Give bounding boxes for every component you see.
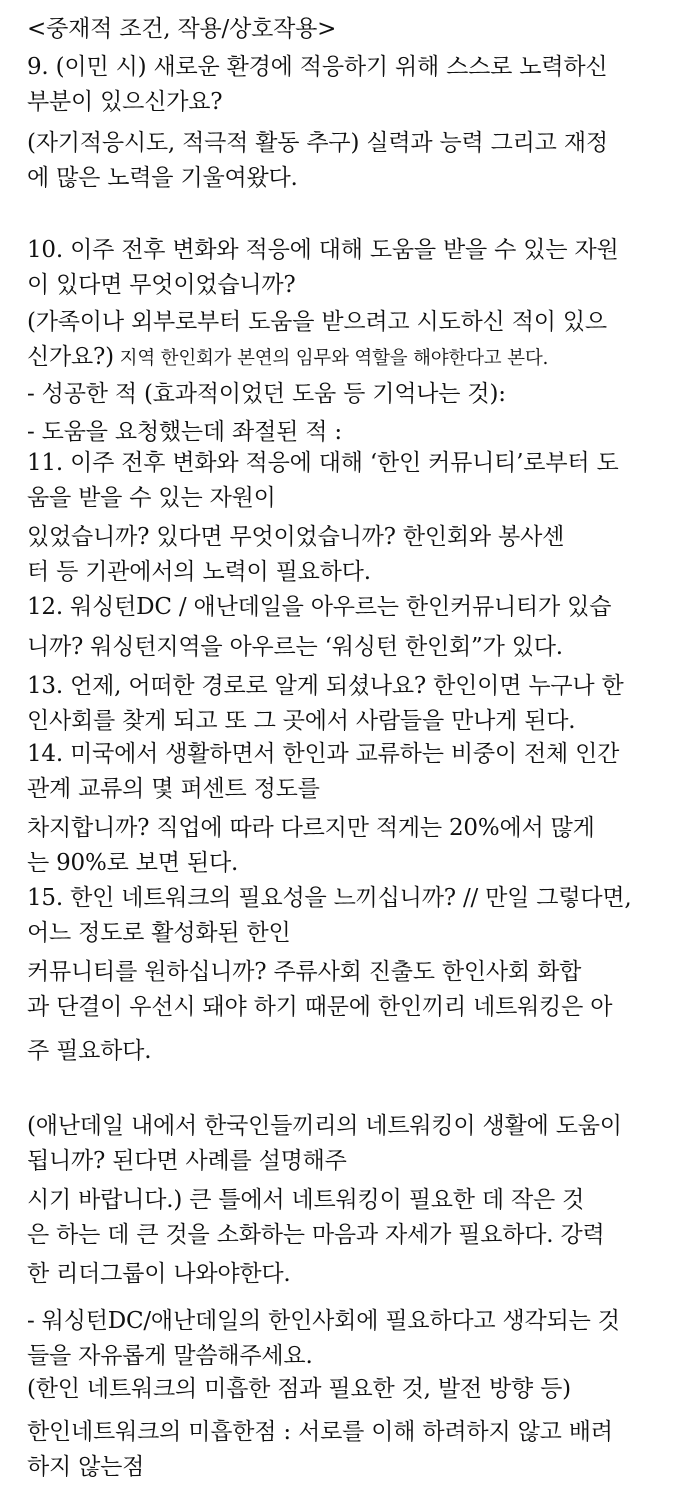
text-line: 시기 바랍니다.) 큰 틀에서 네트워킹이 필요한 데 작은 것: [27, 1187, 585, 1213]
text-line: 는 90%로 보면 된다.: [27, 850, 239, 876]
text-line: 있었습니까? 있다면 무엇이었습니까? 한인회와 봉사센: [27, 524, 565, 550]
text-line: 움을 받을 수 있는 자원이: [27, 485, 276, 511]
text-line: 11. 이주 전후 변화와 적응에 대해 ‘한인 커뮤니티’로부터 도: [27, 450, 619, 476]
text-line: (자기적응시도, 적극적 활동 추구) 실력과 능력 그리고 재정: [27, 130, 608, 156]
text-line: 한 리더그룹이 나와야한다.: [27, 1261, 291, 1287]
text-line: 됩니까? 된다면 사례를 설명해주: [27, 1148, 347, 1174]
text-line: - 워싱턴DC/애난데일의 한인사회에 필요하다고 생각되는 것: [27, 1308, 620, 1334]
text-line: 9. (이민 시) 새로운 환경에 적응하기 위해 스스로 노력하신: [27, 54, 608, 80]
text-line: 어느 정도로 활성화된 한인: [27, 920, 291, 946]
text-line: 관계 교류의 몇 퍼센트 정도를: [27, 776, 320, 802]
text-line: (한인 네트워크의 미흡한 점과 필요한 것, 발전 방향 등): [27, 1376, 571, 1402]
text-line: 은 하는 데 큰 것을 소화하는 마음과 자세가 필요하다. 강력: [27, 1222, 605, 1248]
text-line: 인사회를 찾게 되고 또 그 곳에서 사람들을 만나게 된다.: [27, 708, 576, 734]
answer-fragment: 지역 한인회가 본연의 임무와 역할을 해야한다고 본다.: [113, 348, 549, 369]
section-heading: <중재적 조건, 작용/상호작용>: [27, 16, 337, 42]
text-line: - 성공한 적 (효과적이었던 도움 등 기억나는 것):: [27, 381, 506, 407]
text-line: 부분이 있으신가요?: [27, 89, 223, 115]
text-line: 한인네트워크의 미흡한점 : 서로를 이해 하려하지 않고 배려: [27, 1419, 613, 1445]
text-line: (애난데일 내에서 한국인들끼리의 네트워킹이 생활에 도움이: [27, 1113, 622, 1139]
text-line: 들을 자유롭게 말씀해주세요.: [27, 1343, 313, 1369]
text-line: 이 있다면 무엇이었습니까?: [27, 272, 296, 298]
text-line: 하지 않는점: [27, 1454, 145, 1480]
text-line: (가족이나 외부로부터 도움을 받으려고 시도하신 적이 있으: [27, 309, 607, 335]
text-line: 주 필요하다.: [27, 1038, 152, 1064]
text-line: [27, 342, 548, 374]
text-line: 커뮤니티를 원하십니까? 주류사회 진출도 한인사회 화합: [27, 959, 582, 985]
text-line: 니까? 워싱턴지역을 아우르는 ‘워싱턴 한인회”가 있다.: [27, 634, 563, 660]
text-line: - 도움을 요청했는데 좌절된 적 :: [27, 419, 342, 445]
text-line: 12. 워싱턴DC / 애난데일을 아우르는 한인커뮤니티가 있습: [27, 594, 612, 620]
text-line: 14. 미국에서 생활하면서 한인과 교류하는 비중이 전체 인간: [27, 741, 620, 767]
text-line: 터 등 기관에서의 노력이 필요하다.: [27, 559, 371, 585]
text-line: 과 단결이 우선시 돼야 하기 때문에 한인끼리 네트워킹은 아: [27, 994, 613, 1020]
text-line: 15. 한인 네트워크의 필요성을 느끼십니까? // 만일 그렇다면,: [27, 885, 632, 911]
text-line: 에 많은 노력을 기울여왔다.: [27, 165, 298, 191]
text-line: 차지합니까? 직업에 따라 다르지만 적게는 20%에서 많게: [27, 815, 595, 841]
question-fragment: 신가요?): [27, 344, 114, 370]
text-line: 10. 이주 전후 변화와 적응에 대해 도움을 받을 수 있는 자원: [27, 237, 619, 263]
text-line: 13. 언제, 어떠한 경로로 알게 되셨나요? 한인이면 누구나 한: [27, 673, 624, 699]
